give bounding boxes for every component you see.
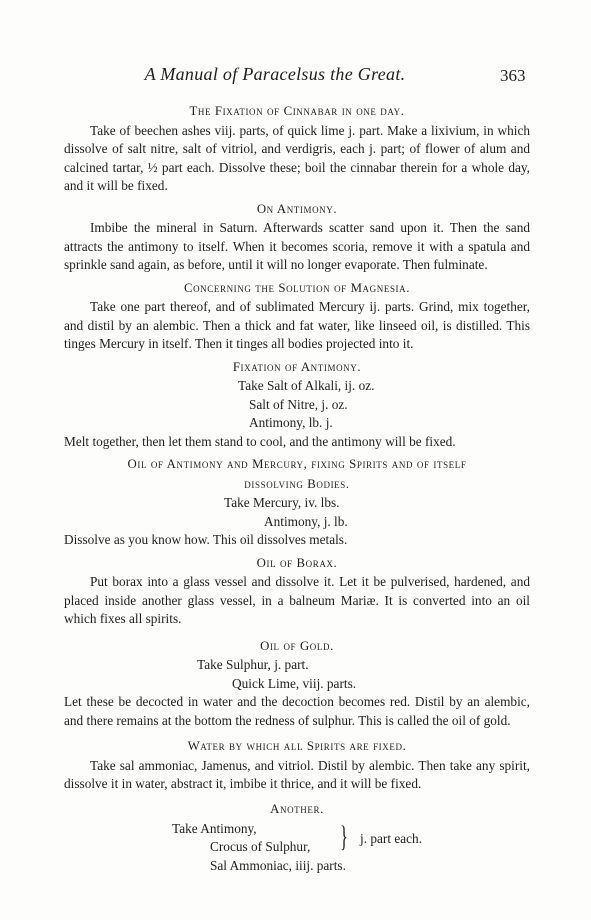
section-heading: Concerning the Solution of Magnesia. bbox=[183, 280, 411, 295]
section-heading: The Fixation of Cinnabar in one day. bbox=[189, 104, 405, 118]
paragraph: Take of beechen ashes viij. parts, of quick lime j. part. Make a lixivium, in which dissolve of salt nitre, salt of vitriol, and verdigris, each j. part; of flower of alum and calcined tartar, ½ part each. Dissolve these; boil the cinnabar therein for a whole day, and it will be fixed. bbox=[64, 122, 530, 193]
curly-brace: } bbox=[340, 820, 348, 853]
running-title: A Manual of Paracelsus the Great. bbox=[144, 64, 406, 84]
recipe-line: Quick Lime, viij. parts. bbox=[232, 675, 357, 691]
section-heading: Oil of Antimony and Mercury, fixing Spirits and of itself bbox=[127, 457, 467, 471]
recipe-line: Take Sulphur, j. part. bbox=[197, 657, 309, 672]
recipe-brace-block bbox=[64, 820, 530, 876]
page-number: 363 bbox=[500, 66, 526, 85]
paragraph: Let these be decocted in water and the decoction becomes red. Distil by an alembic, and there remains at the bottom the redness of sulphur. This is called the oil of gold. bbox=[64, 694, 530, 728]
recipe-line: Take Mercury, iv. lbs. bbox=[224, 495, 340, 510]
page-body bbox=[64, 98, 530, 876]
paragraph: Put borax into a glass vessel and dissolve it. Let it be pulverised, hardened, and placed inside another glass vessel, in a balneum Mariæ. It is converted into an oil which fixes all spirits. bbox=[64, 574, 530, 626]
recipe-line: Antimony, j. lb. bbox=[264, 513, 348, 529]
brace-note: j. part each. bbox=[360, 831, 423, 846]
paragraph: Dissolve as you know how. This oil dissolves metals. bbox=[64, 532, 348, 547]
recipe-line: Antimony, lb. j. bbox=[249, 415, 333, 430]
recipe-line: Take Antimony, bbox=[172, 821, 257, 836]
paragraph: Melt together, then let them stand to cool, and the antimony will be fixed. bbox=[64, 433, 456, 449]
section-heading: Water by which all Spirits are fixed. bbox=[187, 739, 407, 753]
recipe-line: Take Salt of Alkali, ij. oz. bbox=[238, 378, 375, 393]
section-heading: Another. bbox=[270, 801, 324, 816]
paragraph: Take one part thereof, and of sublimated Mercury ij. parts. Grind, mix together, and distil by an alembic. Then a thick and fat water, like linseed oil, is distilled. This tinges Mercury in itself. Then it tinges all bodies projected into it. bbox=[64, 299, 530, 351]
section-heading: Oil of Borax. bbox=[256, 555, 338, 570]
section-heading: On Antimony. bbox=[256, 201, 338, 216]
paragraph: Imbibe the mineral in Saturn. Afterwards scatter sand upon it. Then the sand attracts the antimony to itself. When it becomes scoria, remove it with a spatula and sprinkle sand again, as before, until it will no longer evaporate. Then fulminate. bbox=[64, 220, 530, 272]
recipe-line: Sal Ammoniac, iiij. parts. bbox=[210, 858, 346, 873]
recipe-line: Crocus of Sulphur, bbox=[210, 839, 311, 854]
recipe-line: Salt of Nitre, j. oz. bbox=[249, 396, 348, 412]
section-heading-continued: dissolving Bodies. bbox=[244, 476, 350, 491]
paragraph: Take sal ammoniac, Jamenus, and vitriol. Distil by alembic. Then take any spirit, dissolve it in water, abstract it, imbibe it thrice, and it will be fixed. bbox=[64, 757, 530, 791]
section-heading: Fixation of Antimony. bbox=[232, 359, 362, 374]
section-heading: Oil of Gold. bbox=[260, 638, 334, 653]
